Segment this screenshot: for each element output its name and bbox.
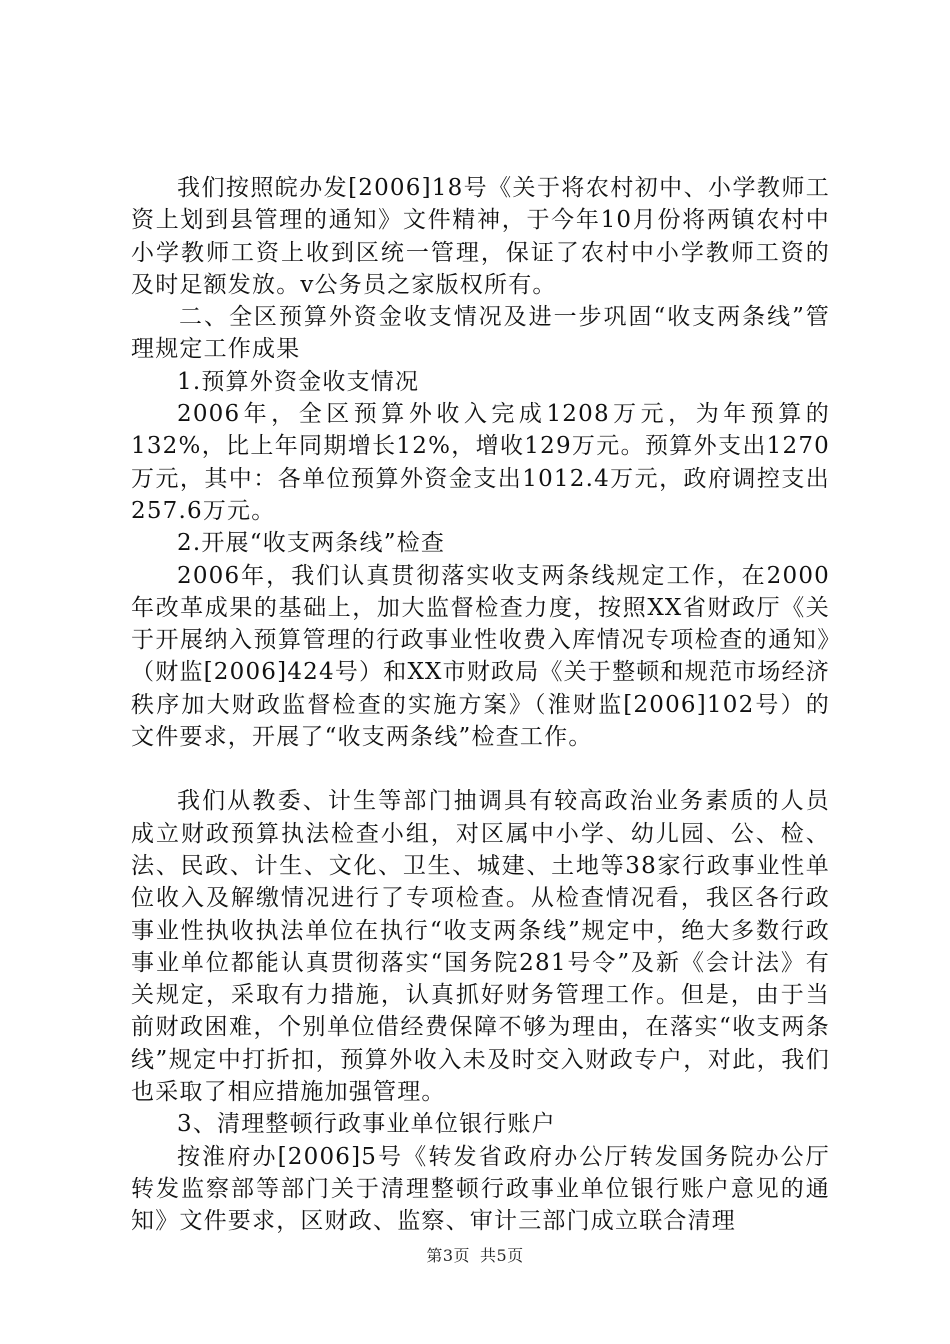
page-number: 第3页	[426, 1246, 470, 1265]
page-footer	[0, 1243, 950, 1266]
section-heading-extrabudget: 二、全区预算外资金收支情况及进一步巩固“收支两条线”管理规定工作成果	[131, 304, 830, 363]
paragraph-extrabudget-figures: 2006年，全区预算外收入完成1208万元，为年预算的132%，比上年同期增长12%，增收129万元。预算外支出1270万元，其中：各单位预算外资金支出1012.4万元，政府调控支出257.6万元。	[131, 401, 830, 524]
subheading-extrabudget-income: 1.预算外资金收支情况	[177, 368, 420, 395]
document-body	[131, 172, 830, 1238]
page-total: 共5页	[480, 1246, 524, 1265]
subheading-bank-accounts: 3、清理整顿行政事业单位银行账户	[177, 1111, 556, 1138]
paragraph-inspection-basis: 2006年，我们认真贯彻落实收支两条线规定工作，在2000年改革成果的基础上，加大监督检查力度，按照XX省财政厅《关于开展纳入预算管理的行政事业性收费入库情况专项检查的通知》（财监[2006]424号）和XX市财政局《关于整顿和规范市场经济秩序加大财政监督检查的实施方案》（淮财监[2006]102号）的文件要求，开展了“收支两条线”检查工作。	[131, 562, 830, 751]
paragraph-inspection-results: 我们从教委、计生等部门抽调具有较高政治业务素质的人员成立财政预算执法检查小组，对区属中小学、幼儿园、公、检、法、民政、计生、文化、卫生、城建、土地等38家行政事业性单位收入及解缴情况进行了专项检查。从检查情况看，我区各行政事业性执收执法单位在执行“收支两条线”规定中，绝大多数行政事业单位都能认真贯彻落实“国务院281号令”及新《会计法》有关规定，采取有力措施，认真抓好财务管理工作。但是，由于当前财政困难，个别单位借经费保障不够为理由，在落实“收支两条线”规定中打折扣，预算外收入未及时交入财政专户，对此，我们也采取了相应措施加强管理。	[131, 788, 830, 1106]
paragraph-bank-accounts: 按淮府办[2006]5号《转发省政府办公厅转发国务院办公厅转发监察部等部门关于清理整顿行政事业单位银行账户意见的通知》文件要求，区财政、监察、审计三部门成立联合清理	[131, 1143, 830, 1235]
subheading-inspection: 2.开展“收支两条线”检查	[177, 530, 446, 557]
paragraph-teacher-salary: 我们按照皖办发[2006]18号《关于将农村初中、小学教师工资上划到县管理的通知》文件精神，于今年10月份将两镇农村中小学教师工资上收到区统一管理，保证了农村中小学教师工资的及时足额发放。v公务员之家版权所有。	[131, 175, 830, 298]
